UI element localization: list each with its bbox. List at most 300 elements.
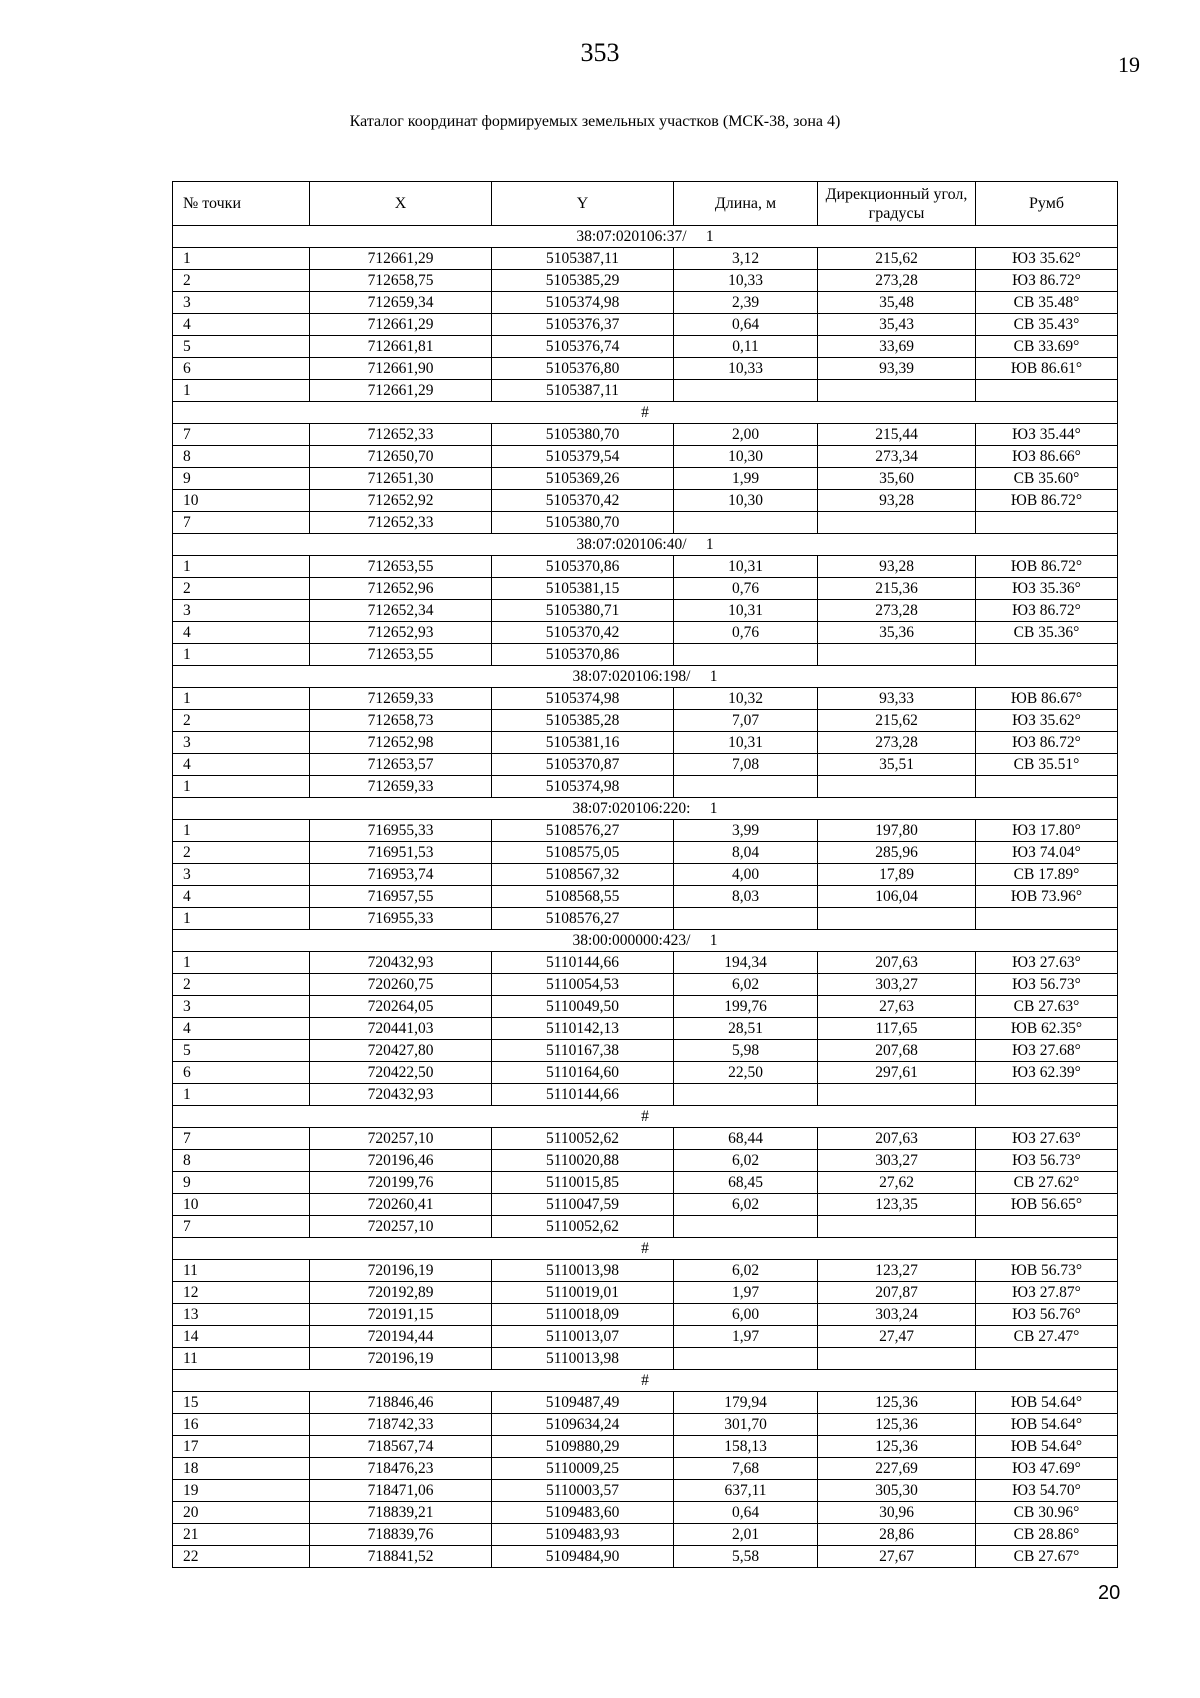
length-cell: 7,08 [674, 754, 818, 776]
table-row [173, 1414, 1118, 1436]
table-row [173, 1348, 1118, 1370]
table-row [173, 1546, 1118, 1568]
x-cell: 720422,50 [310, 1062, 492, 1084]
point-number-cell: 1 [173, 556, 310, 578]
point-number-cell: 16 [173, 1414, 310, 1436]
x-cell: 712652,93 [310, 622, 492, 644]
x-cell: 720192,89 [310, 1282, 492, 1304]
angle-cell: 117,65 [818, 1018, 976, 1040]
length-cell: 158,13 [674, 1436, 818, 1458]
y-cell: 5109634,24 [492, 1414, 674, 1436]
table-row [173, 1172, 1118, 1194]
point-number-cell: 4 [173, 886, 310, 908]
point-number-cell: 15 [173, 1392, 310, 1414]
point-number-cell: 3 [173, 732, 310, 754]
rhumb-cell [976, 1348, 1118, 1370]
length-cell: 6,02 [674, 1260, 818, 1282]
rhumb-cell: ЮВ 73.96° [976, 886, 1118, 908]
y-cell: 5105376,74 [492, 336, 674, 358]
angle-cell [818, 512, 976, 534]
length-cell: 68,44 [674, 1128, 818, 1150]
x-cell: 718471,06 [310, 1480, 492, 1502]
x-cell: 712652,33 [310, 512, 492, 534]
rhumb-cell [976, 776, 1118, 798]
table-row [173, 380, 1118, 402]
length-cell: 8,04 [674, 842, 818, 864]
table-row [173, 1524, 1118, 1546]
y-cell: 5110144,66 [492, 1084, 674, 1106]
angle-cell: 35,48 [818, 292, 976, 314]
rhumb-cell [976, 512, 1118, 534]
rhumb-cell: ЮЗ 86.72° [976, 270, 1118, 292]
y-cell: 5105380,70 [492, 512, 674, 534]
column-header-y: Y [492, 182, 674, 226]
section-label: 38:00:000000:423/ 1 [173, 930, 1118, 952]
rhumb-cell: СВ 35.51° [976, 754, 1118, 776]
rhumb-cell [976, 1084, 1118, 1106]
angle-cell: 125,36 [818, 1436, 976, 1458]
rhumb-cell: ЮВ 86.72° [976, 556, 1118, 578]
point-number-cell: 18 [173, 1458, 310, 1480]
length-cell: 10,30 [674, 490, 818, 512]
table-row [173, 1216, 1118, 1238]
table-row [173, 1480, 1118, 1502]
x-cell: 720194,44 [310, 1326, 492, 1348]
length-cell: 10,31 [674, 600, 818, 622]
rhumb-cell: ЮЗ 56.73° [976, 1150, 1118, 1172]
length-cell [674, 380, 818, 402]
x-cell: 718846,46 [310, 1392, 492, 1414]
y-cell: 5110164,60 [492, 1062, 674, 1084]
x-cell: 718567,74 [310, 1436, 492, 1458]
rhumb-cell: ЮВ 54.64° [976, 1392, 1118, 1414]
point-number-cell: 14 [173, 1326, 310, 1348]
length-cell [674, 512, 818, 534]
point-number-cell: 6 [173, 358, 310, 380]
point-number-cell: 2 [173, 842, 310, 864]
angle-cell: 273,28 [818, 270, 976, 292]
point-number-cell: 1 [173, 820, 310, 842]
y-cell: 5108567,32 [492, 864, 674, 886]
angle-cell: 27,67 [818, 1546, 976, 1568]
section-header-row [173, 402, 1118, 424]
y-cell: 5110052,62 [492, 1128, 674, 1150]
angle-cell: 35,43 [818, 314, 976, 336]
section-label: # [173, 402, 1118, 424]
length-cell: 0,11 [674, 336, 818, 358]
y-cell: 5105370,86 [492, 644, 674, 666]
length-cell: 1,97 [674, 1326, 818, 1348]
table-row [173, 732, 1118, 754]
x-cell: 712659,34 [310, 292, 492, 314]
x-cell: 720432,93 [310, 952, 492, 974]
length-cell: 6,00 [674, 1304, 818, 1326]
y-cell: 5105376,80 [492, 358, 674, 380]
length-cell: 3,12 [674, 248, 818, 270]
y-cell: 5110019,01 [492, 1282, 674, 1304]
x-cell: 720196,19 [310, 1348, 492, 1370]
angle-cell: 17,89 [818, 864, 976, 886]
table-row [173, 776, 1118, 798]
angle-cell: 215,62 [818, 248, 976, 270]
length-cell: 8,03 [674, 886, 818, 908]
x-cell: 720432,93 [310, 1084, 492, 1106]
y-cell: 5110167,38 [492, 1040, 674, 1062]
angle-cell: 27,62 [818, 1172, 976, 1194]
table-row [173, 248, 1118, 270]
y-cell: 5110013,98 [492, 1348, 674, 1370]
length-cell: 10,33 [674, 270, 818, 292]
angle-cell [818, 1216, 976, 1238]
length-cell: 194,34 [674, 952, 818, 974]
angle-cell [818, 380, 976, 402]
length-cell: 0,76 [674, 578, 818, 600]
y-cell: 5110015,85 [492, 1172, 674, 1194]
x-cell: 718841,52 [310, 1546, 492, 1568]
section-label: 38:07:020106:37/ 1 [173, 226, 1118, 248]
table-row [173, 1084, 1118, 1106]
point-number-cell: 1 [173, 644, 310, 666]
point-number-cell: 3 [173, 996, 310, 1018]
table-row [173, 1282, 1118, 1304]
section-label: # [173, 1370, 1118, 1392]
angle-cell: 125,36 [818, 1414, 976, 1436]
x-cell: 720196,19 [310, 1260, 492, 1282]
table-row [173, 1018, 1118, 1040]
rhumb-cell: СВ 33.69° [976, 336, 1118, 358]
point-number-cell: 17 [173, 1436, 310, 1458]
table-row [173, 1326, 1118, 1348]
y-cell: 5109880,29 [492, 1436, 674, 1458]
x-cell: 712651,30 [310, 468, 492, 490]
point-number-cell: 2 [173, 974, 310, 996]
point-number-cell: 1 [173, 952, 310, 974]
angle-cell: 285,96 [818, 842, 976, 864]
table-row [173, 600, 1118, 622]
section-header-row [173, 226, 1118, 248]
y-cell: 5105380,70 [492, 424, 674, 446]
length-cell: 637,11 [674, 1480, 818, 1502]
y-cell: 5110047,59 [492, 1194, 674, 1216]
angle-cell: 227,69 [818, 1458, 976, 1480]
length-cell [674, 1216, 818, 1238]
rhumb-cell: ЮВ 56.65° [976, 1194, 1118, 1216]
point-number-cell: 10 [173, 1194, 310, 1216]
section-header-row [173, 1238, 1118, 1260]
rhumb-cell: ЮВ 86.72° [976, 490, 1118, 512]
length-cell: 28,51 [674, 1018, 818, 1040]
point-number-cell: 10 [173, 490, 310, 512]
angle-cell: 93,28 [818, 556, 976, 578]
column-header-point: № точки [173, 182, 310, 226]
x-cell: 712652,92 [310, 490, 492, 512]
x-cell: 716957,55 [310, 886, 492, 908]
table-row [173, 996, 1118, 1018]
y-cell: 5109483,60 [492, 1502, 674, 1524]
rhumb-cell: ЮЗ 56.73° [976, 974, 1118, 996]
length-cell: 22,50 [674, 1062, 818, 1084]
y-cell: 5110003,57 [492, 1480, 674, 1502]
x-cell: 718476,23 [310, 1458, 492, 1480]
angle-cell: 30,96 [818, 1502, 976, 1524]
section-label: # [173, 1106, 1118, 1128]
rhumb-cell: СВ 27.62° [976, 1172, 1118, 1194]
point-number-cell: 1 [173, 380, 310, 402]
rhumb-cell: СВ 35.43° [976, 314, 1118, 336]
x-cell: 712652,33 [310, 424, 492, 446]
column-header-angle: Дирекционный угол, градусы [818, 182, 976, 226]
rhumb-cell: ЮЗ 35.62° [976, 248, 1118, 270]
length-cell: 3,99 [674, 820, 818, 842]
angle-cell: 35,60 [818, 468, 976, 490]
point-number-cell: 13 [173, 1304, 310, 1326]
angle-cell: 273,28 [818, 600, 976, 622]
rhumb-cell: ЮВ 62.35° [976, 1018, 1118, 1040]
table-row [173, 314, 1118, 336]
y-cell: 5110013,07 [492, 1326, 674, 1348]
angle-cell: 35,36 [818, 622, 976, 644]
table-row [173, 644, 1118, 666]
length-cell: 7,07 [674, 710, 818, 732]
y-cell: 5105380,71 [492, 600, 674, 622]
angle-cell: 197,80 [818, 820, 976, 842]
rhumb-cell: ЮВ 86.61° [976, 358, 1118, 380]
x-cell: 720427,80 [310, 1040, 492, 1062]
x-cell: 720196,46 [310, 1150, 492, 1172]
angle-cell [818, 1084, 976, 1106]
rhumb-cell: СВ 35.60° [976, 468, 1118, 490]
y-cell: 5105387,11 [492, 248, 674, 270]
y-cell: 5105374,98 [492, 688, 674, 710]
x-cell: 712652,96 [310, 578, 492, 600]
rhumb-cell: СВ 27.47° [976, 1326, 1118, 1348]
angle-cell: 93,33 [818, 688, 976, 710]
length-cell: 0,64 [674, 314, 818, 336]
angle-cell: 27,47 [818, 1326, 976, 1348]
length-cell: 2,01 [674, 1524, 818, 1546]
table-row [173, 1260, 1118, 1282]
table-row [173, 512, 1118, 534]
x-cell: 712661,81 [310, 336, 492, 358]
rhumb-cell [976, 644, 1118, 666]
section-label: 38:07:020106:220: 1 [173, 798, 1118, 820]
angle-cell: 35,51 [818, 754, 976, 776]
y-cell: 5108576,27 [492, 820, 674, 842]
x-cell: 712658,75 [310, 270, 492, 292]
rhumb-cell: СВ 30.96° [976, 1502, 1118, 1524]
x-cell: 720191,15 [310, 1304, 492, 1326]
angle-cell: 123,27 [818, 1260, 976, 1282]
rhumb-cell: ЮЗ 35.44° [976, 424, 1118, 446]
angle-cell: 305,30 [818, 1480, 976, 1502]
length-cell: 0,64 [674, 1502, 818, 1524]
point-number-cell: 7 [173, 512, 310, 534]
rhumb-cell: ЮЗ 35.62° [976, 710, 1118, 732]
length-cell: 199,76 [674, 996, 818, 1018]
rhumb-cell: ЮЗ 74.04° [976, 842, 1118, 864]
length-cell: 2,00 [674, 424, 818, 446]
length-cell: 7,68 [674, 1458, 818, 1480]
table-row [173, 864, 1118, 886]
point-number-cell: 11 [173, 1260, 310, 1282]
section-header-row [173, 930, 1118, 952]
length-cell: 10,32 [674, 688, 818, 710]
y-cell: 5105370,42 [492, 622, 674, 644]
point-number-cell: 6 [173, 1062, 310, 1084]
table-row [173, 952, 1118, 974]
angle-cell: 33,69 [818, 336, 976, 358]
y-cell: 5108576,27 [492, 908, 674, 930]
y-cell: 5110018,09 [492, 1304, 674, 1326]
rhumb-cell: СВ 28.86° [976, 1524, 1118, 1546]
page-number-bottom: 20 [1098, 1582, 1121, 1604]
x-cell: 712659,33 [310, 776, 492, 798]
rhumb-cell: ЮВ 86.67° [976, 688, 1118, 710]
length-cell [674, 644, 818, 666]
length-cell: 10,31 [674, 556, 818, 578]
angle-cell: 207,68 [818, 1040, 976, 1062]
rhumb-cell: ЮВ 54.64° [976, 1436, 1118, 1458]
angle-cell [818, 644, 976, 666]
rhumb-cell: ЮЗ 35.36° [976, 578, 1118, 600]
table-row [173, 754, 1118, 776]
angle-cell: 27,63 [818, 996, 976, 1018]
table-row [173, 446, 1118, 468]
angle-cell: 106,04 [818, 886, 976, 908]
point-number-cell: 3 [173, 600, 310, 622]
x-cell: 712652,34 [310, 600, 492, 622]
x-cell: 712652,98 [310, 732, 492, 754]
point-number-cell: 2 [173, 710, 310, 732]
table-row [173, 270, 1118, 292]
table-row [173, 358, 1118, 380]
table-row [173, 490, 1118, 512]
y-cell: 5105385,29 [492, 270, 674, 292]
point-number-cell: 4 [173, 622, 310, 644]
point-number-cell: 21 [173, 1524, 310, 1546]
length-cell: 0,76 [674, 622, 818, 644]
y-cell: 5105385,28 [492, 710, 674, 732]
y-cell: 5110020,88 [492, 1150, 674, 1172]
table-row [173, 622, 1118, 644]
table-row [173, 1458, 1118, 1480]
x-cell: 712658,73 [310, 710, 492, 732]
x-cell: 716951,53 [310, 842, 492, 864]
length-cell: 10,30 [674, 446, 818, 468]
page-number-top: 353 [580, 38, 620, 67]
table-row [173, 1502, 1118, 1524]
x-cell: 720260,75 [310, 974, 492, 996]
angle-cell: 303,24 [818, 1304, 976, 1326]
angle-cell: 93,39 [818, 358, 976, 380]
table-row [173, 424, 1118, 446]
y-cell: 5108568,55 [492, 886, 674, 908]
rhumb-cell: ЮЗ 86.72° [976, 600, 1118, 622]
length-cell: 6,02 [674, 1150, 818, 1172]
length-cell: 4,00 [674, 864, 818, 886]
y-cell: 5105379,54 [492, 446, 674, 468]
y-cell: 5109484,90 [492, 1546, 674, 1568]
y-cell: 5110009,25 [492, 1458, 674, 1480]
x-cell: 718839,21 [310, 1502, 492, 1524]
point-number-cell: 5 [173, 1040, 310, 1062]
y-cell: 5110013,98 [492, 1260, 674, 1282]
y-cell: 5105374,98 [492, 776, 674, 798]
y-cell: 5105376,37 [492, 314, 674, 336]
point-number-cell: 1 [173, 688, 310, 710]
x-cell: 712661,90 [310, 358, 492, 380]
document-title: Каталог координат формируемых земельных участков (МСК-38, зона 4) [349, 113, 841, 130]
point-number-cell: 9 [173, 468, 310, 490]
x-cell: 712659,33 [310, 688, 492, 710]
length-cell: 1,99 [674, 468, 818, 490]
rhumb-cell: ЮЗ 56.76° [976, 1304, 1118, 1326]
length-cell [674, 1084, 818, 1106]
length-cell: 6,02 [674, 974, 818, 996]
angle-cell: 297,61 [818, 1062, 976, 1084]
rhumb-cell: СВ 35.48° [976, 292, 1118, 314]
length-cell: 10,33 [674, 358, 818, 380]
y-cell: 5105374,98 [492, 292, 674, 314]
table-body [173, 226, 1118, 1568]
angle-cell: 273,28 [818, 732, 976, 754]
table-row [173, 1150, 1118, 1172]
point-number-cell: 8 [173, 1150, 310, 1172]
point-number-cell: 12 [173, 1282, 310, 1304]
table-row [173, 1040, 1118, 1062]
point-number-cell: 7 [173, 1216, 310, 1238]
length-cell: 5,98 [674, 1040, 818, 1062]
rhumb-cell: СВ 27.63° [976, 996, 1118, 1018]
page-number-right: 19 [1118, 52, 1140, 77]
section-header-row [173, 666, 1118, 688]
table-row [173, 710, 1118, 732]
length-cell: 10,31 [674, 732, 818, 754]
y-cell: 5110052,62 [492, 1216, 674, 1238]
column-header-x: X [310, 182, 492, 226]
x-cell: 712650,70 [310, 446, 492, 468]
x-cell: 712653,55 [310, 556, 492, 578]
rhumb-cell: ЮЗ 27.68° [976, 1040, 1118, 1062]
point-number-cell: 7 [173, 1128, 310, 1150]
section-header-row [173, 534, 1118, 556]
length-cell: 2,39 [674, 292, 818, 314]
section-label: 38:07:020106:198/ 1 [173, 666, 1118, 688]
length-cell [674, 908, 818, 930]
length-cell: 179,94 [674, 1392, 818, 1414]
point-number-cell: 2 [173, 270, 310, 292]
y-cell: 5105387,11 [492, 380, 674, 402]
point-number-cell: 1 [173, 908, 310, 930]
table-row [173, 1304, 1118, 1326]
length-cell [674, 1348, 818, 1370]
length-cell: 6,02 [674, 1194, 818, 1216]
table-header-row [173, 182, 1118, 226]
table-row [173, 908, 1118, 930]
angle-cell [818, 1348, 976, 1370]
angle-cell [818, 776, 976, 798]
rhumb-cell: ЮВ 56.73° [976, 1260, 1118, 1282]
length-cell: 68,45 [674, 1172, 818, 1194]
rhumb-cell: ЮЗ 47.69° [976, 1458, 1118, 1480]
x-cell: 716955,33 [310, 908, 492, 930]
column-header-length: Длина, м [674, 182, 818, 226]
length-cell [674, 776, 818, 798]
column-header-rhumb: Румб [976, 182, 1118, 226]
angle-cell: 215,44 [818, 424, 976, 446]
rhumb-cell: ЮВ 54.64° [976, 1414, 1118, 1436]
x-cell: 720199,76 [310, 1172, 492, 1194]
